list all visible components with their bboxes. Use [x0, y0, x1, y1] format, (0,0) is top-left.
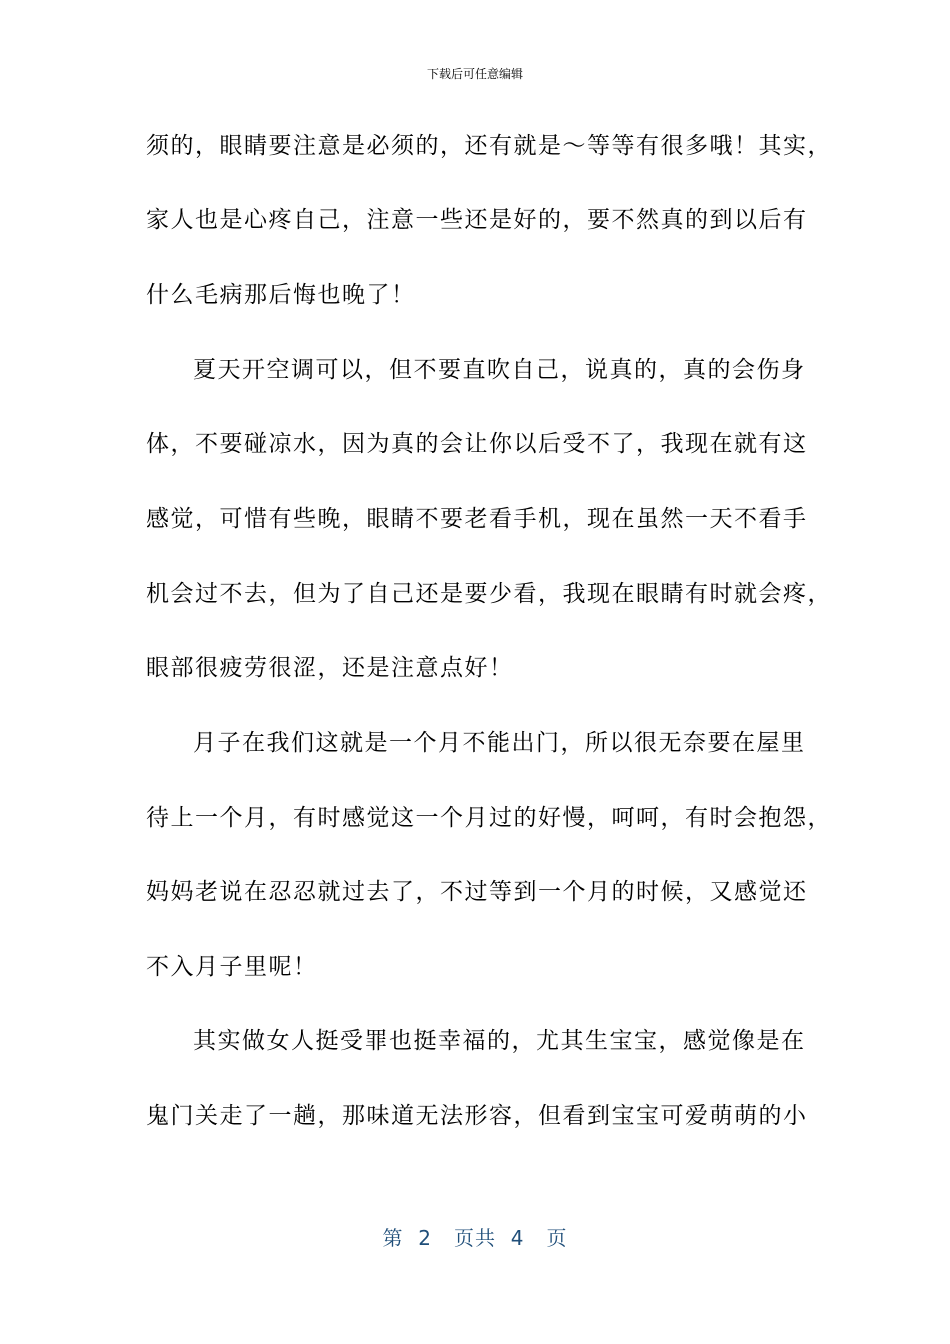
text-line: 家人也是心疼自己，注意一些还是好的，要不然真的到以后有	[146, 207, 808, 233]
text-line: 夏天开空调可以，但不要直吹自己，说真的，真的会伤身	[193, 357, 806, 383]
text-line: 感觉，可惜有些晚，眼睛不要老看手机，现在虽然一天不看手	[146, 506, 808, 532]
page-number-footer: 第 2 页共 4 页	[382, 1226, 568, 1250]
text-line: 机会过不去，但为了自己还是要少看，我现在眼睛有时就会疼，	[146, 581, 832, 607]
text-line: 什么毛病那后悔也晚了！	[146, 282, 416, 308]
text-line: 须的，眼睛要注意是必须的，还有就是～等等有很多哦！其实，	[146, 133, 832, 159]
text-line: 眼部很疲劳很涩，还是注意点好！	[146, 655, 514, 681]
text-line: 其实做女人挺受罪也挺幸福的，尤其生宝宝，感觉像是在	[193, 1028, 806, 1054]
text-line: 待上一个月，有时感觉这一个月过的好慢，呵呵，有时会抱怨，	[146, 805, 832, 831]
text-line: 鬼门关走了一趟，那味道无法形容，但看到宝宝可爱萌萌的小	[146, 1103, 808, 1129]
page-header: 下载后可任意编辑	[426, 67, 523, 81]
text-line: 妈妈老说在忍忍就过去了，不过等到一个月的时候，又感觉还	[146, 879, 808, 905]
text-line: 月子在我们这就是一个月不能出门，所以很无奈要在屋里	[193, 730, 806, 756]
text-line: 不入月子里呢！	[146, 954, 318, 980]
text-line: 体，不要碰凉水，因为真的会让你以后受不了，我现在就有这	[146, 431, 808, 457]
